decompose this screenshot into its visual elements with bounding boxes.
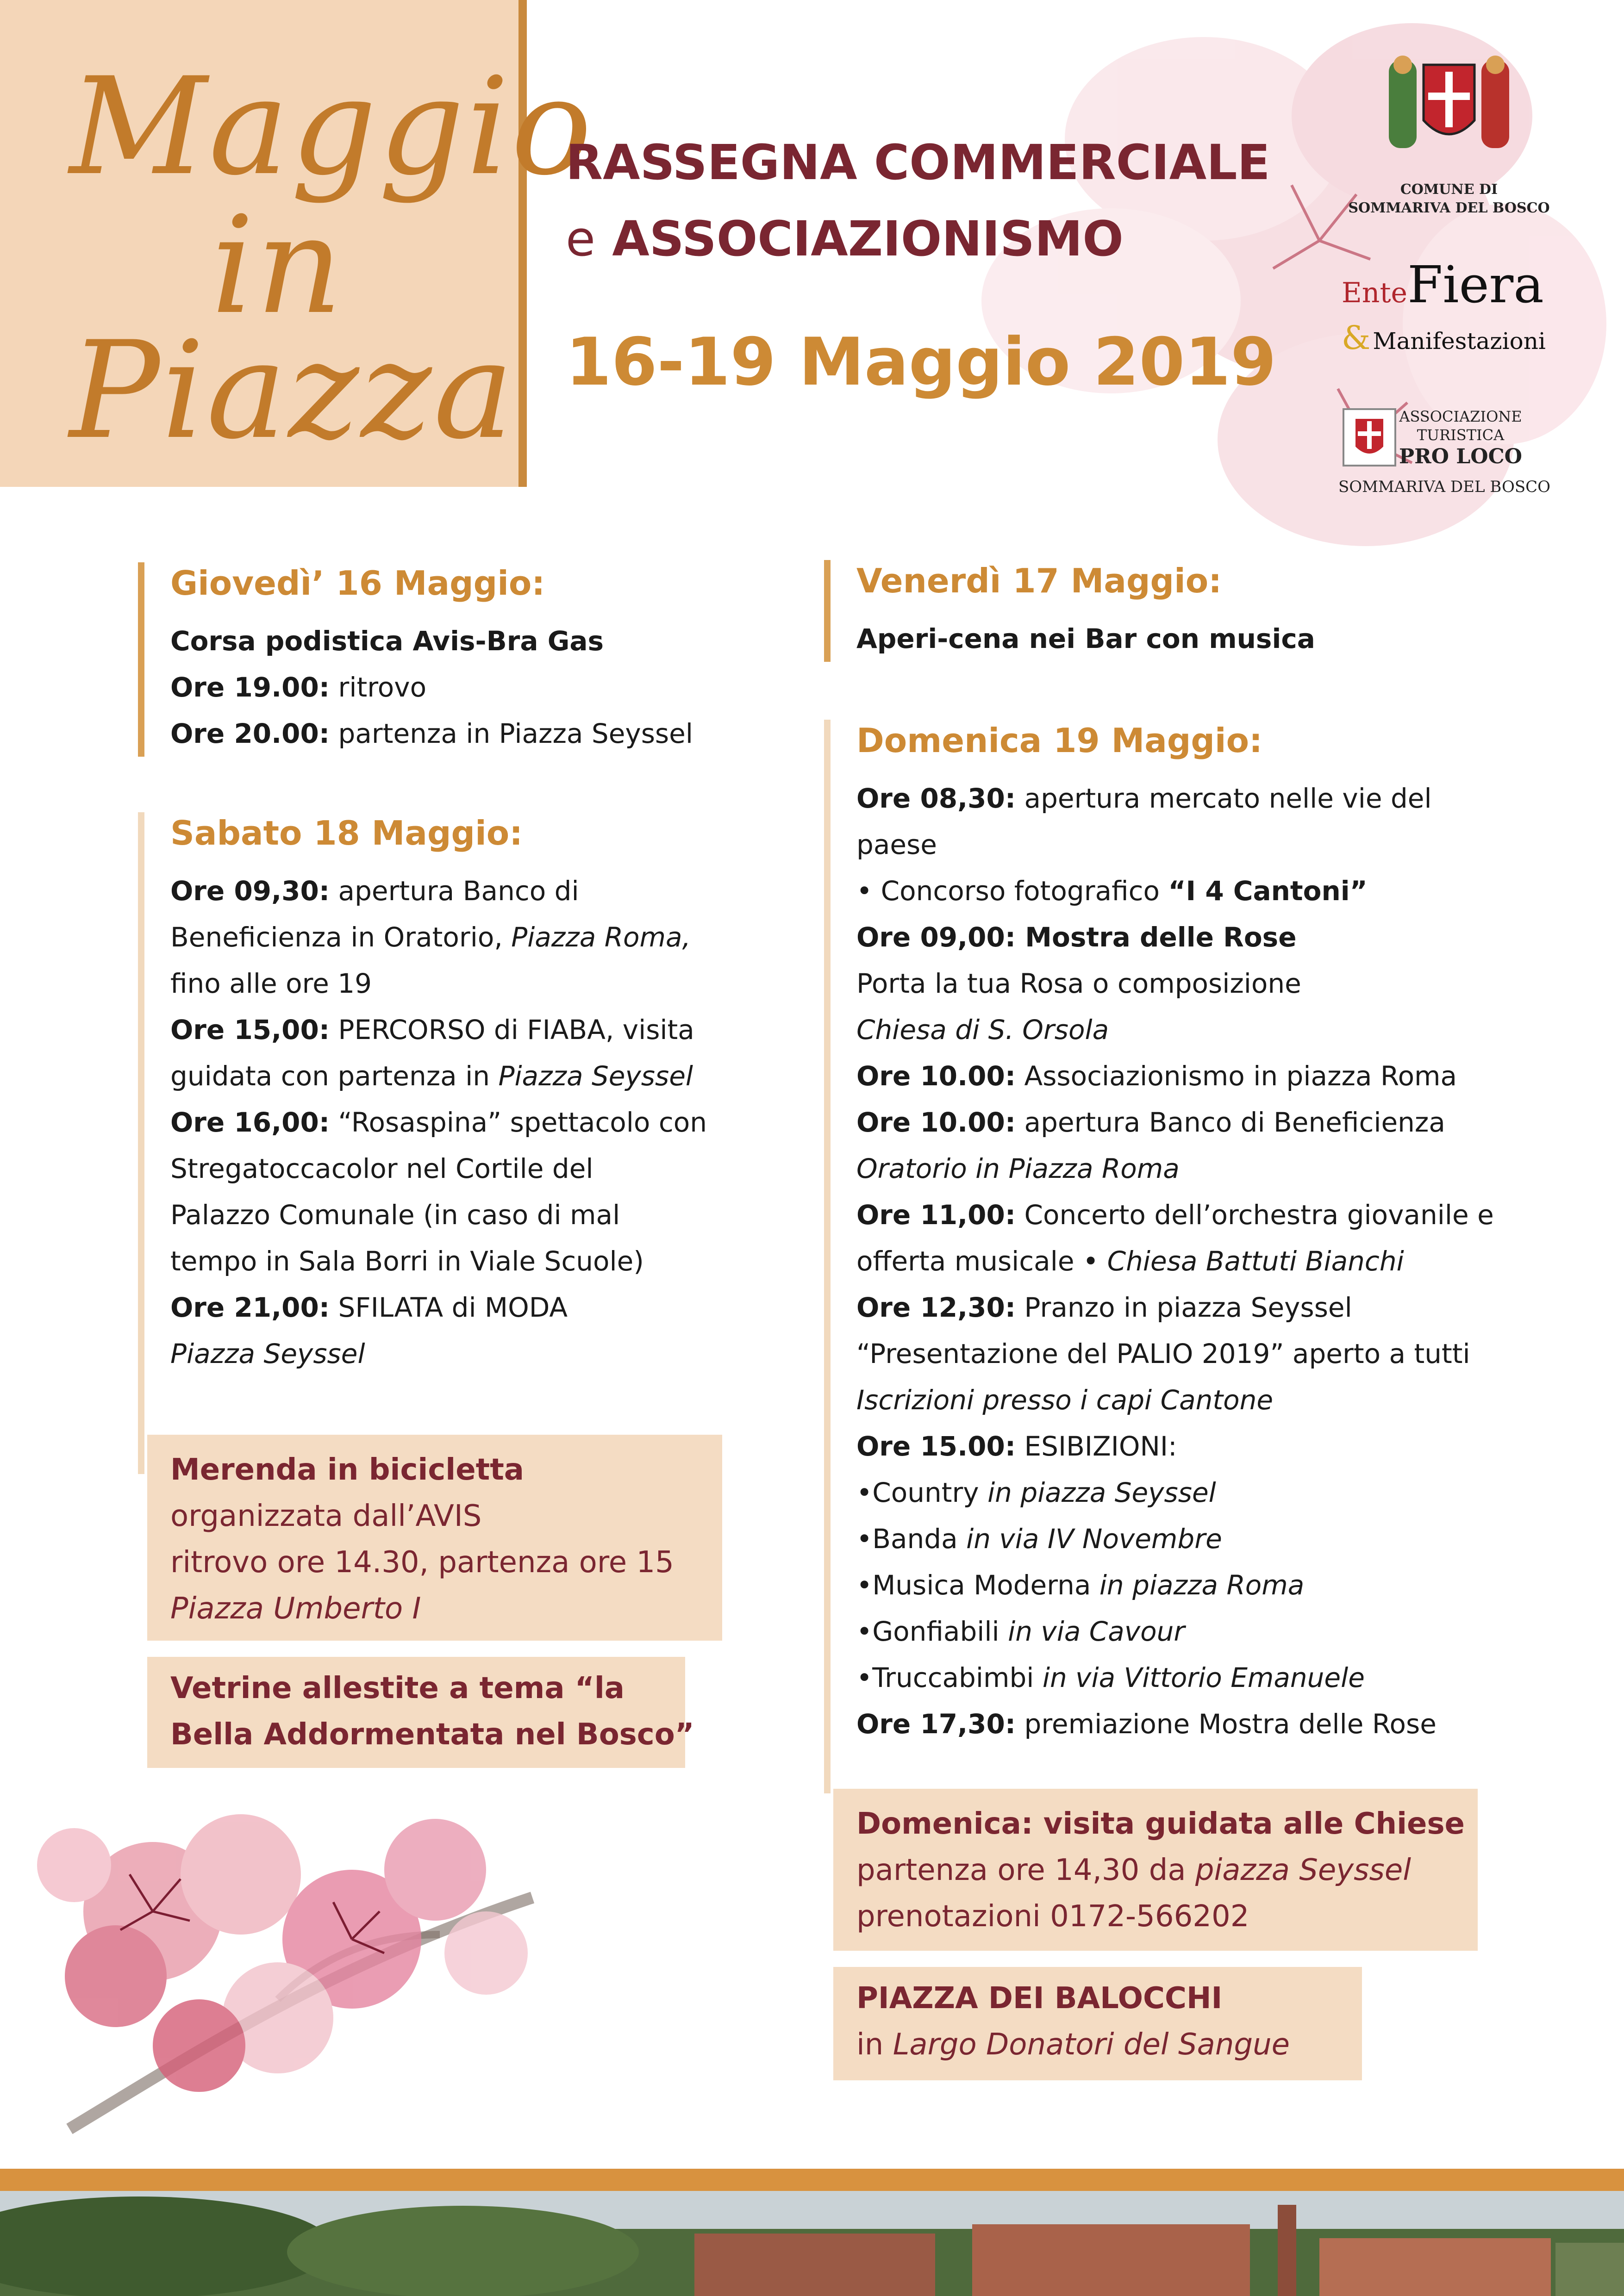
- sabato-line-9: tempo in Sala Borri in Viale Scuole): [170, 1245, 644, 1277]
- fiera-word: Fiera: [1407, 255, 1544, 314]
- title-line-2: in: [211, 188, 344, 344]
- domenica-line-7: [856, 1053, 1495, 1099]
- domenica-line-19: [856, 1608, 1495, 1655]
- place: Chiesa Battuti Bianchi: [1107, 1245, 1404, 1277]
- vetrine-line-2: Bella Addormentata nel Bosco”: [170, 1717, 694, 1752]
- domenica-line-6: Chiesa di S. Orsola: [856, 1014, 1109, 1045]
- domenica-line-20: [856, 1655, 1495, 1701]
- sabato-line-2: [170, 914, 740, 960]
- proloco-line-4: SOMMARIVA DEL BOSCO: [1338, 478, 1551, 496]
- ente-word: Ente: [1342, 277, 1408, 309]
- manifestazioni-logo: [1342, 319, 1546, 365]
- title-panel: [0, 0, 594, 487]
- time: Ore 16,00:: [170, 1107, 330, 1138]
- proloco-line-1: ASSOCIAZIONE: [1399, 408, 1522, 425]
- giovedi-line-2: [170, 664, 693, 710]
- domenica-line-10: [856, 1192, 1495, 1238]
- headline-main: ASSOCIAZIONISMO: [612, 211, 1124, 267]
- giovedi-line-3: [170, 710, 693, 757]
- ente-fiera-logo: [1342, 255, 1544, 328]
- merenda-line-3: ritrovo ore 14.30, partenza ore 15: [170, 1545, 674, 1580]
- text: • Concorso fotografico: [856, 875, 1168, 907]
- section-sabato: [138, 812, 740, 1474]
- place: piazza Seyssel: [1195, 1853, 1411, 1887]
- headline-line-1: RASSEGNA COMMERCIALE: [566, 134, 1270, 191]
- text: guidata con partenza in: [170, 1060, 499, 1092]
- text: •Musica Moderna: [856, 1569, 1099, 1601]
- time: Ore 10.00:: [856, 1060, 1016, 1092]
- sabato-line-8: Palazzo Comunale (in caso di mal: [170, 1199, 620, 1231]
- proloco-emblem-icon: [1342, 407, 1397, 467]
- place: in via IV Novembre: [966, 1523, 1222, 1555]
- domenica-line-13: “Presentazione del PALIO 2019” aperto a tutti: [856, 1338, 1470, 1369]
- comune-line-2: SOMMARIVA DEL BOSCO: [1348, 200, 1550, 216]
- domenica-line-11: [856, 1238, 1495, 1284]
- vetrine-line-1: Vetrine allestite a tema “la: [170, 1671, 625, 1705]
- domenica-line-12: [856, 1284, 1495, 1331]
- giovedi-title: Giovedì’ 16 Maggio:: [170, 564, 545, 603]
- time: Ore 11,00:: [856, 1199, 1016, 1231]
- place: Piazza Seyssel: [498, 1060, 693, 1092]
- text: •Truccabimbi: [856, 1662, 1043, 1693]
- text: “Rosaspina” spettacolo con: [330, 1107, 707, 1138]
- balocchi-line-1: PIAZZA DEI BALOCCHI: [856, 1981, 1223, 2016]
- domenica-line-5: Porta la tua Rosa o composizione: [856, 968, 1301, 999]
- text: Concerto dell’orchestra giovanile e: [1016, 1199, 1494, 1231]
- text: ESIBIZIONI:: [1016, 1431, 1177, 1462]
- contest-name: “I 4 Cantoni”: [1168, 875, 1368, 907]
- place: Piazza Roma,: [511, 921, 691, 953]
- domenica-line-1: [856, 775, 1495, 821]
- sabato-title: Sabato 18 Maggio:: [170, 814, 523, 852]
- comune-line-1: COMUNE DI: [1400, 181, 1498, 198]
- text: •Country: [856, 1477, 988, 1508]
- giovedi-line-1: Corsa podistica Avis-Bra Gas: [170, 625, 604, 657]
- text: partenza ore 14,30 da: [856, 1853, 1195, 1887]
- text: apertura Banco di Beneficienza: [1016, 1107, 1445, 1138]
- text: Associazionismo in piazza Roma: [1016, 1060, 1457, 1092]
- text: PERCORSO di FIABA, visita: [330, 1014, 694, 1045]
- time: Ore 17,30:: [856, 1708, 1016, 1740]
- proloco-line-3: PRO LOCO: [1399, 445, 1522, 468]
- time: Ore 15.00:: [856, 1431, 1016, 1462]
- merenda-line-2: organizzata dall’AVIS: [170, 1499, 482, 1533]
- section-domenica: [824, 720, 1495, 1793]
- time: Ore 08,30:: [856, 783, 1016, 814]
- chiese-line-1: Domenica: visita guidata alle Chiese: [856, 1807, 1465, 1841]
- place: in via Vittorio Emanuele: [1042, 1662, 1365, 1693]
- sabato-line-4: [170, 1007, 740, 1053]
- domenica-line-17: [856, 1516, 1495, 1562]
- sabato-line-5: [170, 1053, 740, 1099]
- time: Ore 20.00:: [170, 718, 330, 749]
- sabato-line-1: [170, 868, 740, 914]
- text: in: [856, 2028, 893, 2062]
- cherry-blossom-bottom-decoration: [0, 1759, 694, 2175]
- domenica-line-9: Oratorio in Piazza Roma: [856, 1153, 1180, 1184]
- event-dates: 16-19 Maggio 2019: [566, 324, 1276, 400]
- time: Ore 12,30:: [856, 1292, 1016, 1323]
- section-giovedi: [138, 562, 693, 757]
- merenda-line-4: Piazza Umberto I: [170, 1592, 421, 1626]
- venerdi-line-1: Aperi-cena nei Bar con musica: [856, 623, 1315, 654]
- sabato-line-10: [170, 1284, 740, 1331]
- proloco-logo-text: [1398, 407, 1523, 469]
- time: Ore 19.00:: [170, 672, 330, 703]
- sabato-line-7: Stregatoccacolor nel Cortile del: [170, 1153, 593, 1184]
- sabato-line-11: Piazza Seyssel: [170, 1338, 365, 1369]
- domenica-line-3: [856, 868, 1495, 914]
- venerdi-title: Venerdì 17 Maggio:: [856, 561, 1222, 600]
- proloco-line-2: TURISTICA: [1417, 426, 1505, 444]
- section-venerdi: [824, 560, 1472, 662]
- text: premiazione Mostra delle Rose: [1016, 1708, 1437, 1740]
- title-line-1: Maggio: [69, 49, 594, 205]
- vetrine-box: [147, 1657, 694, 1768]
- headline-prefix: e: [566, 211, 595, 267]
- text: Beneficienza in Oratorio,: [170, 921, 512, 953]
- text: •Banda: [856, 1523, 967, 1555]
- domenica-line-8: [856, 1099, 1495, 1145]
- domenica-line-2: paese: [856, 829, 937, 860]
- text: apertura mercato nelle vie del: [1016, 783, 1432, 814]
- balocchi-box: [833, 1967, 1362, 2080]
- domenica-line-15: [856, 1423, 1495, 1469]
- text: partenza in Piazza Seyssel: [330, 718, 693, 749]
- merenda-line-1: Merenda in bicicletta: [170, 1453, 524, 1487]
- text: offerta musicale •: [856, 1245, 1107, 1277]
- text: •Gonfiabili: [856, 1616, 1008, 1647]
- time: Ore 21,00:: [170, 1292, 330, 1323]
- balocchi-line-2: [856, 2022, 1339, 2068]
- text: SFILATA di MODA: [330, 1292, 568, 1323]
- place: Largo Donatori del Sangue: [893, 2028, 1290, 2062]
- domenica-line-14: Iscrizioni presso i capi Cantone: [856, 1384, 1274, 1416]
- chiese-line-3: prenotazioni 0172-566202: [856, 1899, 1249, 1934]
- domenica-line-21: [856, 1701, 1495, 1747]
- comune-coat-of-arms-icon: [1384, 51, 1514, 157]
- comune-logo-text: [1343, 180, 1555, 218]
- domenica-line-18: [856, 1562, 1495, 1608]
- domenica-title: Domenica 19 Maggio:: [856, 721, 1262, 760]
- place: in piazza Seyssel: [987, 1477, 1216, 1508]
- manifestazioni-word: Manifestazioni: [1373, 328, 1546, 355]
- headline-line-2: [566, 211, 1124, 267]
- text: Pranzo in piazza Seyssel: [1016, 1292, 1352, 1323]
- place: in via Cavour: [1008, 1616, 1185, 1647]
- ampersand: &: [1342, 319, 1371, 357]
- town-panorama-image: [0, 2169, 1624, 2296]
- chiese-box: [833, 1789, 1478, 1951]
- text: apertura Banco di: [330, 875, 579, 907]
- chiese-line-2: [856, 1847, 1455, 1893]
- title-line-3: Piazza: [69, 313, 516, 469]
- domenica-line-16: [856, 1469, 1495, 1516]
- sabato-line-6: [170, 1099, 740, 1145]
- time: Ore 15,00:: [170, 1014, 330, 1045]
- domenica-line-4: Ore 09,00: Mostra delle Rose: [856, 921, 1297, 953]
- merenda-box: [147, 1435, 722, 1641]
- time: Ore 09,30:: [170, 875, 330, 907]
- time: Ore 10.00:: [856, 1107, 1016, 1138]
- sabato-line-3: fino alle ore 19: [170, 968, 372, 999]
- place: in piazza Roma: [1099, 1569, 1305, 1601]
- text: ritrovo: [330, 672, 427, 703]
